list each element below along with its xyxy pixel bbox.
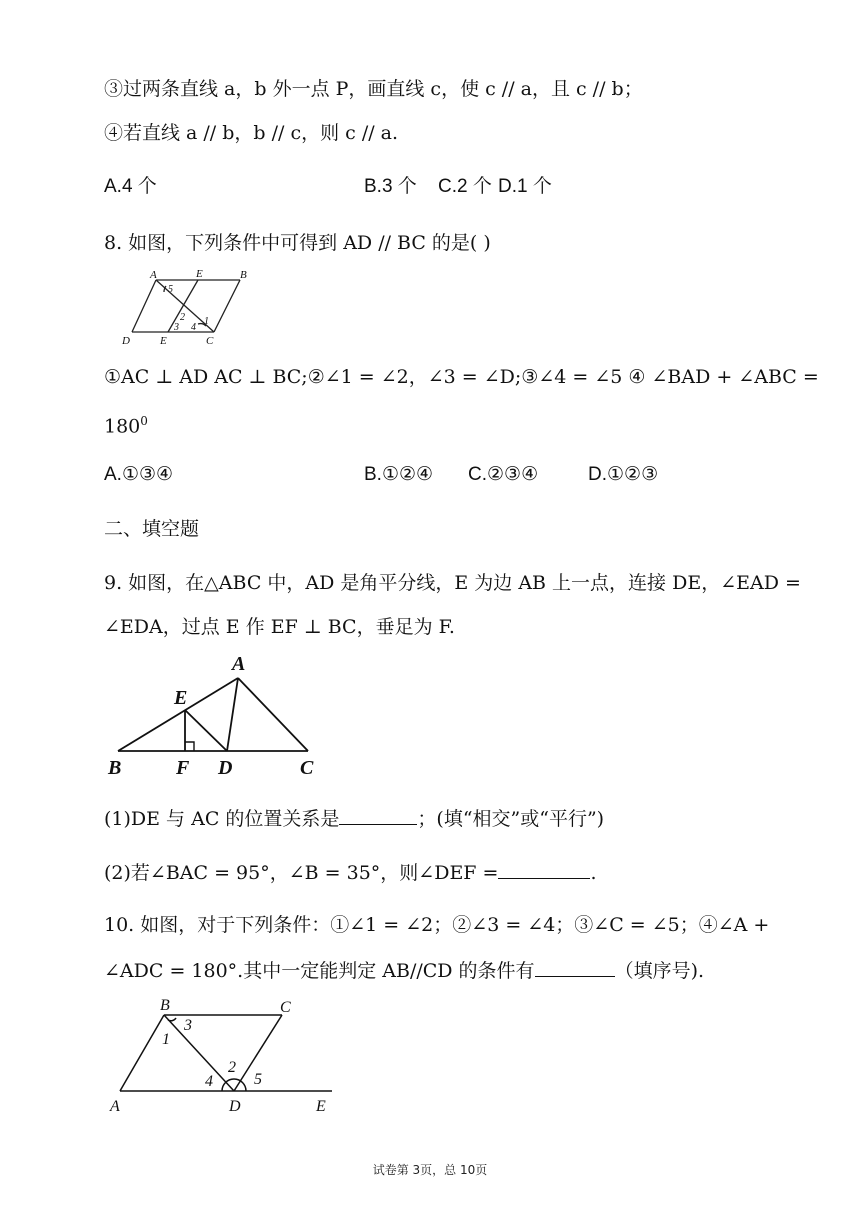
label-C: C [280, 999, 291, 1016]
q9-triangle-figure [104, 648, 334, 780]
q7-item-4: ④若直线 a // b，b // c，则 c // a. [104, 122, 399, 144]
q10-answer-blank[interactable] [535, 956, 615, 977]
label-angle-3: 3 [184, 1017, 192, 1034]
label-B: B [160, 997, 170, 1014]
q8-conditions-180: 180 [104, 415, 141, 438]
q8-option-b: B.①②④ [364, 464, 434, 485]
right-angle-mark [185, 742, 194, 751]
q10-parallelogram-figure [104, 992, 340, 1118]
segment-BD [164, 1015, 234, 1091]
label-angle-4: 4 [205, 1073, 213, 1090]
q7-option-b: B.3 个 [364, 176, 417, 197]
label-A: A [110, 1098, 120, 1115]
segment-AD [132, 280, 156, 332]
q9-stem-line2: ∠EDA，过点 E 作 EF ⊥ BC，垂足为 F. [104, 616, 455, 638]
q9-part2 [104, 858, 597, 886]
segment-AC [238, 678, 308, 751]
q8-conditions-line1: ①AC ⊥ AD AC ⊥ BC;②∠1 = ∠2，∠3 = ∠D;③∠4 = ∠5 ④ ∠BAD + ∠ABC = [104, 366, 819, 388]
label-F: F [176, 757, 190, 779]
label-D: D [218, 757, 233, 779]
label-E: E [174, 687, 188, 709]
label-A: A [150, 269, 157, 281]
q9-stem-line1: 9. 如图，在△ABC 中，AD 是角平分线，E 为边 AB 上一点，连接 DE，∠EAD = [104, 572, 801, 594]
label-B: B [108, 757, 122, 779]
q8-option-a: A.①③④ [104, 464, 174, 485]
q9-part2-prefix: (2)若∠BAC = 95°，∠B = 35°，则∠DEF = [104, 862, 499, 884]
section-title-fill-in-blank: 二、填空题 [104, 518, 200, 540]
label-E-top: E [196, 268, 203, 280]
segment-BA [120, 1015, 164, 1091]
segment-BC [214, 280, 240, 332]
q8-parallelogram-figure [116, 266, 256, 348]
label-angle-4: 4 [191, 322, 196, 333]
label-B: B [240, 269, 247, 281]
q10-stem-line2 [104, 956, 704, 984]
label-D: D [122, 335, 130, 347]
q8-option-d: D.①②③ [588, 464, 659, 485]
q7-option-c: C.2 个 [438, 176, 492, 197]
q9-part1-prefix: (1)DE 与 AC 的位置关系是 [104, 808, 340, 830]
q10-stem-line2-suffix: （填序号). [614, 960, 705, 982]
q9-part1-suffix: ；(填“相交”或“平行”) [417, 808, 605, 830]
label-angle-5: 5 [168, 284, 173, 295]
q8-conditions-line2 [104, 408, 148, 439]
q8-stem: 8. 如图，下列条件中可得到 AD // BC 的是( ) [104, 232, 491, 254]
q7-item-3: ③过两条直线 a，b 外一点 P，画直线 c，使 c // a，且 c // b； [104, 78, 643, 100]
q9-part1-answer-blank[interactable] [339, 804, 417, 825]
segment-AD [227, 678, 238, 751]
page-footer: 试卷第 3页，总 10页 [372, 1163, 488, 1177]
q7-option-a: A.4 个 [104, 176, 157, 197]
q10-stem-line2-prefix: ∠ADC = 180°.其中一定能判定 AB//CD 的条件有 [104, 960, 535, 982]
q7-option-d: D.1 个 [498, 176, 552, 197]
q7-options [104, 174, 552, 200]
label-C: C [206, 335, 214, 347]
q8-options [104, 462, 659, 488]
q8-option-c: C.②③④ [468, 464, 539, 485]
label-D: D [229, 1098, 241, 1115]
label-angle-2: 2 [180, 312, 185, 323]
q8-conditions-superscript: 0 [140, 414, 148, 428]
q10-stem-line1: 10. 如图，对于下列条件：①∠1 = ∠2；②∠3 = ∠4；③∠C = ∠5；④∠A + [104, 914, 770, 936]
q9-part2-answer-blank[interactable] [498, 858, 590, 879]
segment-ED [185, 710, 227, 751]
label-angle-1: 1 [162, 1031, 170, 1048]
q9-part1 [104, 804, 604, 832]
label-E-bottom: E [160, 335, 167, 347]
label-A: A [232, 653, 246, 675]
label-angle-3: 3 [174, 322, 179, 333]
label-angle-5: 5 [254, 1071, 262, 1088]
label-C: C [300, 757, 314, 779]
q9-part2-suffix: . [590, 862, 597, 884]
angle-B-arc [168, 1018, 176, 1021]
label-angle-2: 2 [228, 1059, 236, 1076]
label-angle-1: 1 [204, 316, 209, 327]
label-E: E [316, 1098, 326, 1115]
